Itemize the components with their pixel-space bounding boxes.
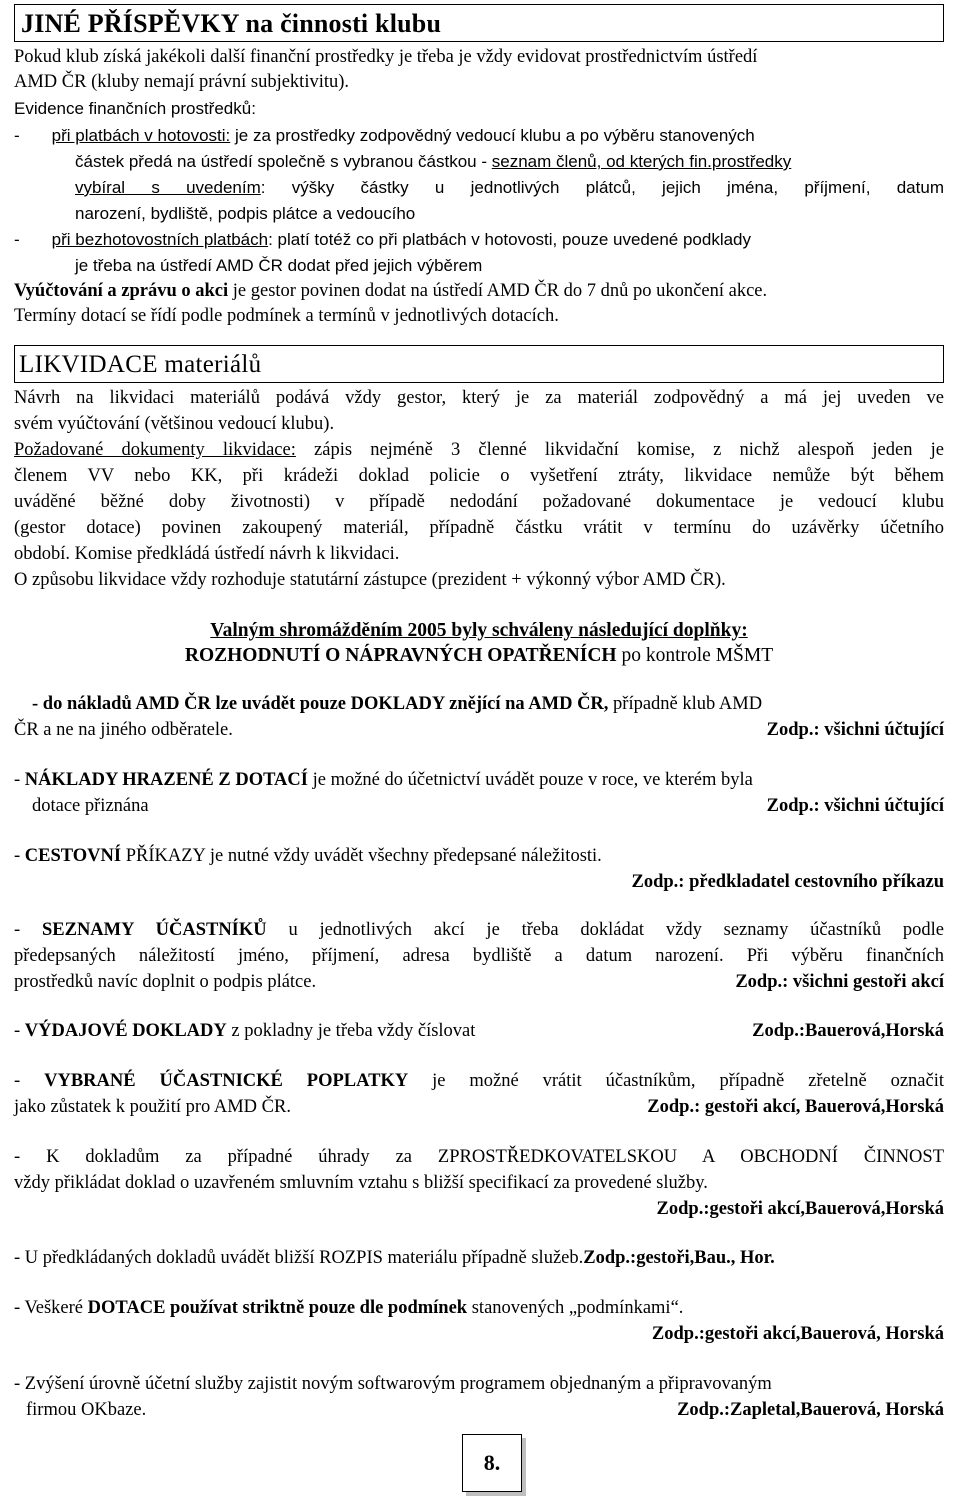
responsible-label: Zodp.: všichni gestoři akcí (735, 972, 944, 992)
list-item: prostředků navíc doplnit o podpis plátce. (14, 972, 317, 992)
paragraph-line: AMD ČR (kluby nemají právní subjektivitu). (14, 72, 350, 92)
responsible-label: Zodp.: všichni účtující (766, 720, 944, 740)
section-title-disposal: LIKVIDACE materiálů (19, 351, 262, 378)
page-number: 8. (462, 1434, 522, 1492)
list-item: - Zvýšení úrovně účetní služby zajistit novým softwarovým programem objednaným a připravovaným (14, 1374, 772, 1394)
paragraph-line: Evidence finančních prostředků: (14, 99, 256, 118)
paragraph-line: vybíral s uvedením: výšky částky u jednotlivých plátců, jejich jména, příjmení, datum (75, 178, 944, 197)
list-item: vždy přikládat doklad o uzavřeném smluvním vztahu s bližší specifikací za provedené služby. (14, 1173, 708, 1193)
list-item: - VYBRANÉ ÚČASTNICKÉ POPLATKY je možné vrátit účastníkům, případně zřetelně označit (14, 1071, 944, 1091)
list-item: - K dokladům za případné úhrady za ZPROSTŘEDKOVATELSKOU A OBCHODNÍ ČINNOST (14, 1147, 944, 1167)
paragraph-line: období. Komise předkládá ústředí návrh k likvidaci. (14, 544, 400, 564)
amendments-heading: Valným shromážděním 2005 byly schváleny následující doplňky: (210, 620, 748, 641)
paragraph-line: svém vyúčtování (většinou vedoucí klubu). (14, 414, 335, 434)
paragraph-line: uváděné běžné doby životnosti) v případě nedodání požadované dokumentace je vedoucí klubu (14, 492, 944, 512)
list-item: - U předkládaných dokladů uvádět bližší ROZPIS materiálu případně služeb.Zodp.:gestoři,Bau., Hor. (14, 1248, 775, 1268)
section-title-contributions: JINÉ PŘÍSPĚVKY na činnosti klubu (21, 9, 442, 38)
paragraph-line: Pokud klub získá jakékoli další finanční prostředky je třeba je vždy evidovat prostřednictvím ústředí (14, 47, 758, 67)
list-item: - VÝDAJOVÉ DOKLADY z pokladny je třeba vždy číslovat (14, 1021, 476, 1041)
list-item: dotace přiznána (32, 796, 149, 816)
list-item: - Veškeré DOTACE používat striktně pouze dle podmínek stanovených „podmínkami“. (14, 1298, 684, 1318)
amendments-subheading: ROZHODNUTÍ O NÁPRAVNÝCH OPATŘENÍCH po kontrole MŠMT (184, 645, 774, 666)
responsible-label: Zodp.: všichni účtující (766, 796, 944, 816)
paragraph-line: (gestor dotace) povinen zakoupený materiál, případně částku vrátit v termínu do uzávěrky účetního (14, 518, 944, 538)
responsible-label: Zodp.:Bauerová,Horská (752, 1021, 944, 1041)
list-item: ČR a ne na jiného odběratele. (14, 720, 233, 740)
paragraph-line: narození, bydliště, podpis plátce a vedoucího (75, 204, 416, 223)
list-item: - do nákladů AMD ČR lze uvádět pouze DOKLADY znějící na AMD ČR, případně klub AMD (32, 694, 763, 714)
section-title-box-disposal (14, 345, 944, 383)
list-item-cashless-payments: - při bezhotovostních platbách: platí totéž co při platbách v hotovosti, pouze uvedené podklady (14, 230, 752, 249)
paragraph-line: členem VV nebo KK, při krádeži doklad policie o vyšetření ztráty, likvidace nemůže být během (14, 466, 944, 486)
paragraph-line: Termíny dotací se řídí podle podmínek a termínů v jednotlivých dotacích. (14, 306, 559, 326)
responsible-label: Zodp.: gestoři akcí, Bauerová,Horská (647, 1097, 944, 1117)
responsible-label: Zodp.:gestoři,Bau., Hor. (583, 1248, 775, 1268)
responsible-label: Zodp.:Zapletal,Bauerová, Horská (677, 1400, 944, 1420)
paragraph-line: Vyúčtování a zprávu o akci je gestor povinen dodat na ústředí AMD ČR do 7 dnů po ukončení akce. (14, 281, 768, 301)
responsible-label: Zodp.:gestoři akcí,Bauerová,Horská (656, 1199, 944, 1219)
list-item: firmou OKbaze. (26, 1400, 147, 1420)
list-item: jako zůstatek k použití pro AMD ČR. (14, 1097, 291, 1117)
responsible-label: Zodp.: předkladatel cestovního příkazu (631, 872, 944, 892)
paragraph-line: O způsobu likvidace vždy rozhoduje statutární zástupce (prezident + výkonný výbor AMD ČR). (14, 570, 726, 590)
section-title-box-contributions (14, 4, 944, 42)
paragraph-line: Návrh na likvidaci materiálů podává vždy gestor, který je za materiál zodpovědný a má jej uveden ve (14, 388, 944, 408)
list-item: předepsaných náležitostí jméno, příjmení, adresa bydliště a datum narození. Při výběru finančních (14, 946, 944, 966)
list-item: - NÁKLADY HRAZENÉ Z DOTACÍ je možné do účetnictví uvádět pouze v roce, ve kterém byla (14, 770, 753, 790)
paragraph-line: je třeba na ústředí AMD ČR dodat před jejich výběrem (75, 256, 483, 275)
list-item: - CESTOVNÍ PŘÍKAZY je nutné vždy uvádět všechny předepsané náležitosti. (14, 846, 602, 866)
paragraph-line: částek předá na ústředí společně s vybranou částkou - seznam členů, od kterých fin.prostředky (75, 152, 792, 171)
responsible-label: Zodp.:gestoři akcí,Bauerová, Horská (651, 1324, 944, 1344)
paragraph-line: Požadované dokumenty likvidace: zápis nejméně 3 členné likvidační komise, z nichž alespoň jeden je (14, 440, 944, 460)
list-item-cash-payments: - při platbách v hotovosti: je za prostředky zodpovědný vedoucí klubu a po výběru stanovených (14, 126, 755, 145)
list-item: - SEZNAMY ÚČASTNÍKŮ u jednotlivých akcí je třeba dokládat vždy seznamy účastníků podle (14, 920, 944, 940)
